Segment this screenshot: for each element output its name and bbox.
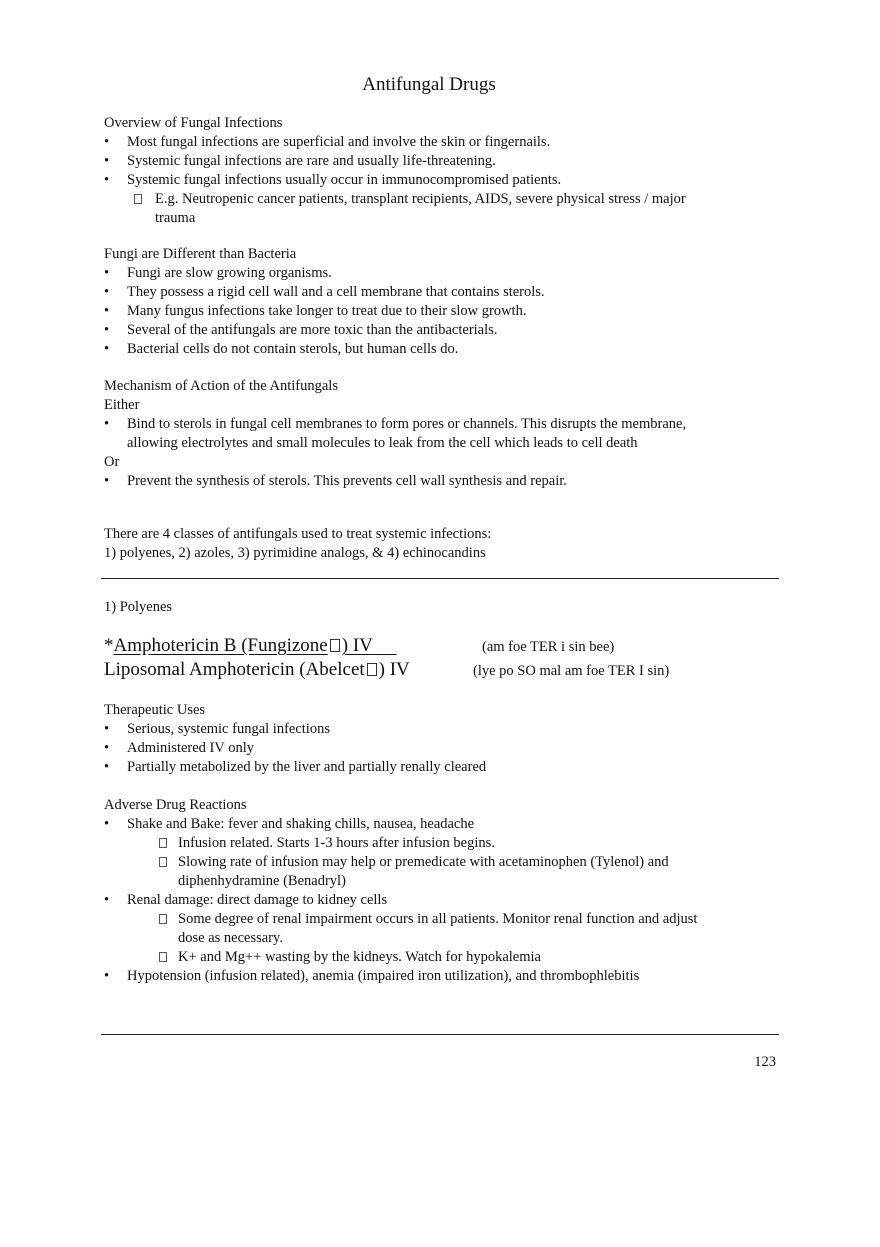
either-label: Either (104, 397, 140, 413)
page-number: 123 (754, 1054, 776, 1070)
list-item: • Many fungus infections take longer to treat due to their slow growth. (104, 302, 744, 321)
list-item: • Bind to sterols in fungal cell membranes to form pores or channels. This disrupts the membrane, allowing electrolytes and small molecules to leak from the cell which leads to cell death (104, 415, 702, 453)
classes-section (104, 525, 744, 563)
list-item: • Shake and Bake: fever and shaking chills, nausea, headache (104, 815, 764, 834)
list-item: • Bacterial cells do not contain sterols, but human cells do. (104, 340, 744, 359)
adr-section (104, 796, 764, 986)
mechanism-section (104, 377, 744, 491)
sub-bullet-icon (159, 914, 167, 924)
list-item: • They possess a rigid cell wall and a cell membrane that contains sterols. (104, 283, 744, 302)
sub-bullet-icon (159, 952, 167, 962)
sub-list-item: Infusion related. Starts 1-3 hours after infusion begins. (104, 834, 764, 853)
adr-heading: Adverse Drug Reactions (104, 797, 247, 813)
list-item: • Prevent the synthesis of sterols. This prevents cell wall synthesis and repair. (104, 472, 744, 491)
list-item: • Partially metabolized by the liver and partially renally cleared (104, 758, 744, 777)
sub-bullet-icon (159, 838, 167, 848)
polyenes-heading: 1) Polyenes (104, 599, 173, 615)
sub-list-item: K+ and Mg++ wasting by the kidneys. Watch for hypokalemia (104, 948, 764, 967)
sub-list-item: Slowing rate of infusion may help or premedicate with acetaminophen (Tylenol) and diphenhydramine (Benadryl) (104, 853, 723, 891)
list-item: • Most fungal infections are superficial and involve the skin or fingernails. (104, 133, 744, 152)
page-title: Antifungal Drugs (362, 74, 496, 95)
list-item: • Serious, systemic fungal infections (104, 720, 744, 739)
list-item: • Hypotension (infusion related), anemia (impaired iron utilization), and thrombophlebitis (104, 967, 764, 986)
classes-list: 1) polyenes, 2) azoles, 3) pyrimidine analogs, & 4) echinocandins (104, 545, 486, 561)
list-item: • Systemic fungal infections are rare and usually life-threatening. (104, 152, 744, 171)
fungi-section (104, 245, 744, 359)
list-item: • Administered IV only (104, 739, 744, 758)
list-item: • Fungi are slow growing organisms. (104, 264, 744, 283)
drug-route: ) IV (378, 659, 410, 680)
drug-name: Liposomal Amphotericin (Abelcet (104, 659, 365, 680)
polyenes-heading-block (104, 598, 744, 617)
overview-section (104, 114, 744, 228)
drug-route: ) IV (341, 635, 373, 656)
sub-bullet-icon (134, 194, 142, 204)
or-label: Or (104, 454, 120, 470)
list-item: • Systemic fungal infections usually occur in immunocompromised patients. (104, 171, 744, 190)
pronunciation: (lye po SO mal am foe TER I sin) (473, 663, 670, 679)
drug-name: Amphotericin B (Fungizone (113, 635, 328, 656)
trademark-icon (330, 639, 340, 652)
sub-bullet-icon (159, 857, 167, 867)
sub-list-item: Some degree of renal impairment occurs in all patients. Monitor renal function and adjust dose as necessary. (104, 910, 723, 948)
list-item: • Renal damage: direct damage to kidney cells (104, 891, 764, 910)
divider (101, 578, 779, 579)
drug-marker: * (104, 635, 114, 656)
fungi-heading: Fungi are Different than Bacteria (104, 246, 297, 262)
overview-heading: Overview of Fungal Infections (104, 115, 283, 131)
list-item: • Several of the antifungals are more toxic than the antibacterials. (104, 321, 744, 340)
mechanism-heading: Mechanism of Action of the Antifungals (104, 378, 338, 394)
trademark-icon (367, 663, 377, 676)
pronunciation: (am foe TER i sin bee) (482, 639, 615, 655)
classes-intro: There are 4 classes of antifungals used to treat systemic infections: (104, 526, 492, 542)
sub-list-item: E.g. Neutropenic cancer patients, transplant recipients, AIDS, severe physical stress / major trauma (104, 190, 700, 228)
drug-underlined-title (114, 635, 397, 656)
divider (101, 1034, 779, 1035)
drug-liposomal-amphotericin (104, 659, 410, 681)
drug-amphotericin-b (104, 635, 397, 657)
uses-section (104, 701, 744, 777)
uses-heading: Therapeutic Uses (104, 702, 206, 718)
